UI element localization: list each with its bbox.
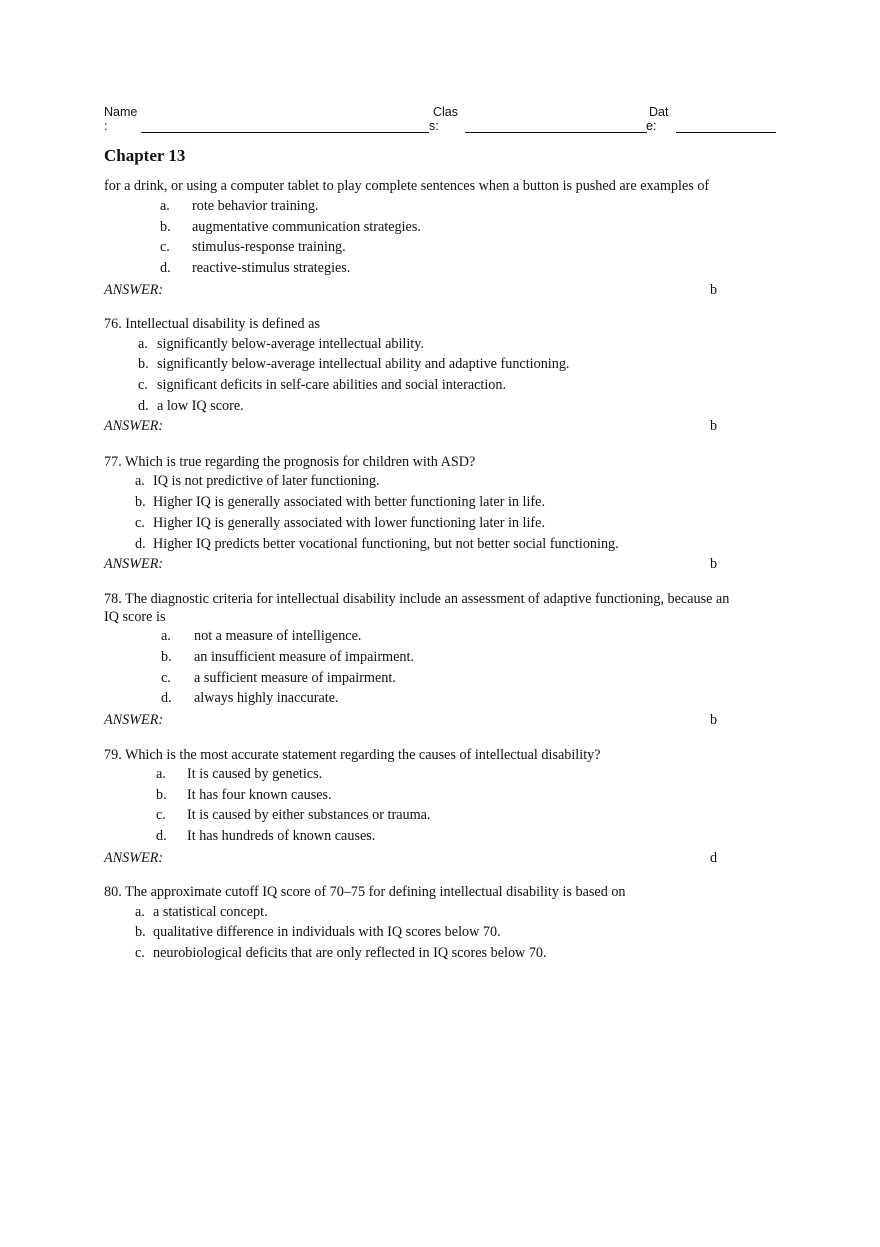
answer-value: b xyxy=(710,418,718,434)
option-letter: d. xyxy=(135,536,146,552)
option-text: augmentative communication strategies. xyxy=(192,219,421,235)
answer-label: ANSWER: xyxy=(104,418,164,434)
date-label-top: Dat xyxy=(649,105,669,119)
option-text: It has four known causes. xyxy=(187,787,332,803)
option-text: reactive-stimulus strategies. xyxy=(192,260,351,276)
chapter-title: Chapter 13 xyxy=(104,146,186,165)
option-text: It has hundreds of known causes. xyxy=(187,828,376,844)
question-stem: for a drink, or using a computer tablet to play complete sentences when a button is pushed are examples of xyxy=(104,178,710,194)
option-letter: c. xyxy=(160,239,170,255)
option-text: qualitative difference in individuals with IQ scores below 70. xyxy=(153,924,501,940)
option-letter: a. xyxy=(135,904,145,920)
date-label-bottom: e: xyxy=(646,119,657,133)
option-letter: b. xyxy=(156,787,167,803)
option-letter: c. xyxy=(156,807,166,823)
option-letter: a. xyxy=(135,473,145,489)
option-letter: d. xyxy=(161,690,172,706)
option-letter: c. xyxy=(138,377,148,393)
option-text: It is caused by genetics. xyxy=(187,766,323,782)
name-label-top: Name xyxy=(104,105,138,119)
option-letter: d. xyxy=(160,260,171,276)
option-text: always highly inaccurate. xyxy=(194,690,339,706)
option-text: not a measure of intelligence. xyxy=(194,628,362,644)
class-blank-line[interactable] xyxy=(465,132,647,133)
question-stem-line-1: 78. The diagnostic criteria for intellectual disability include an assessment of adaptive functioning, because an xyxy=(104,591,730,607)
name-blank-line[interactable] xyxy=(141,132,429,133)
option-letter: b. xyxy=(138,356,149,372)
class-label-bottom: s: xyxy=(429,119,439,133)
answer-value: b xyxy=(710,712,718,728)
answer-value: d xyxy=(710,850,718,866)
option-text: neurobiological deficits that are only reflected in IQ scores below 70. xyxy=(153,945,547,961)
date-blank-line[interactable] xyxy=(676,132,776,133)
option-text: a low IQ score. xyxy=(157,398,244,414)
option-text: rote behavior training. xyxy=(192,198,319,214)
option-text: significantly below-average intellectual ability and adaptive functioning. xyxy=(157,356,570,372)
option-letter: d. xyxy=(138,398,149,414)
option-letter: d. xyxy=(156,828,167,844)
option-text: significant deficits in self-care abilities and social interaction. xyxy=(157,377,507,393)
name-label-bottom: : xyxy=(104,119,108,133)
question-stem: 80. The approximate cutoff IQ score of 70–75 for defining intellectual disability is based on xyxy=(104,884,626,900)
option-text: Higher IQ is generally associated with lower functioning later in life. xyxy=(153,515,546,531)
option-letter: c. xyxy=(135,945,145,961)
option-letter: a. xyxy=(156,766,166,782)
option-letter: a. xyxy=(160,198,170,214)
question-stem: 76. Intellectual disability is defined as xyxy=(104,316,320,332)
option-letter: c. xyxy=(135,515,145,531)
option-text: significantly below-average intellectual ability. xyxy=(157,336,424,352)
option-text: a statistical concept. xyxy=(153,904,268,920)
class-label-top: Clas xyxy=(433,105,459,119)
option-letter: b. xyxy=(160,219,171,235)
answer-label: ANSWER: xyxy=(104,556,164,572)
option-letter: b. xyxy=(135,924,146,940)
option-letter: c. xyxy=(161,670,171,686)
option-text: IQ is not predictive of later functioning. xyxy=(153,473,380,489)
option-letter: a. xyxy=(138,336,148,352)
answer-label: ANSWER: xyxy=(104,850,164,866)
question-stem: 79. Which is the most accurate statement regarding the causes of intellectual disability? xyxy=(104,747,601,763)
question-stem-line-2: IQ score is xyxy=(104,609,166,625)
answer-value: b xyxy=(710,282,718,298)
option-letter: a. xyxy=(161,628,171,644)
option-text: Higher IQ is generally associated with better functioning later in life. xyxy=(153,494,545,510)
option-text: a sufficient measure of impairment. xyxy=(194,670,396,686)
option-text: It is caused by either substances or trauma. xyxy=(187,807,431,823)
option-text: stimulus-response training. xyxy=(192,239,346,255)
answer-label: ANSWER: xyxy=(104,282,164,298)
option-letter: b. xyxy=(135,494,146,510)
question-stem: 77. Which is true regarding the prognosis for children with ASD? xyxy=(104,454,476,470)
answer-value: b xyxy=(710,556,718,572)
answer-label: ANSWER: xyxy=(104,712,164,728)
option-text: Higher IQ predicts better vocational functioning, but not better social functioning. xyxy=(153,536,619,552)
option-text: an insufficient measure of impairment. xyxy=(194,649,414,665)
option-letter: b. xyxy=(161,649,172,665)
